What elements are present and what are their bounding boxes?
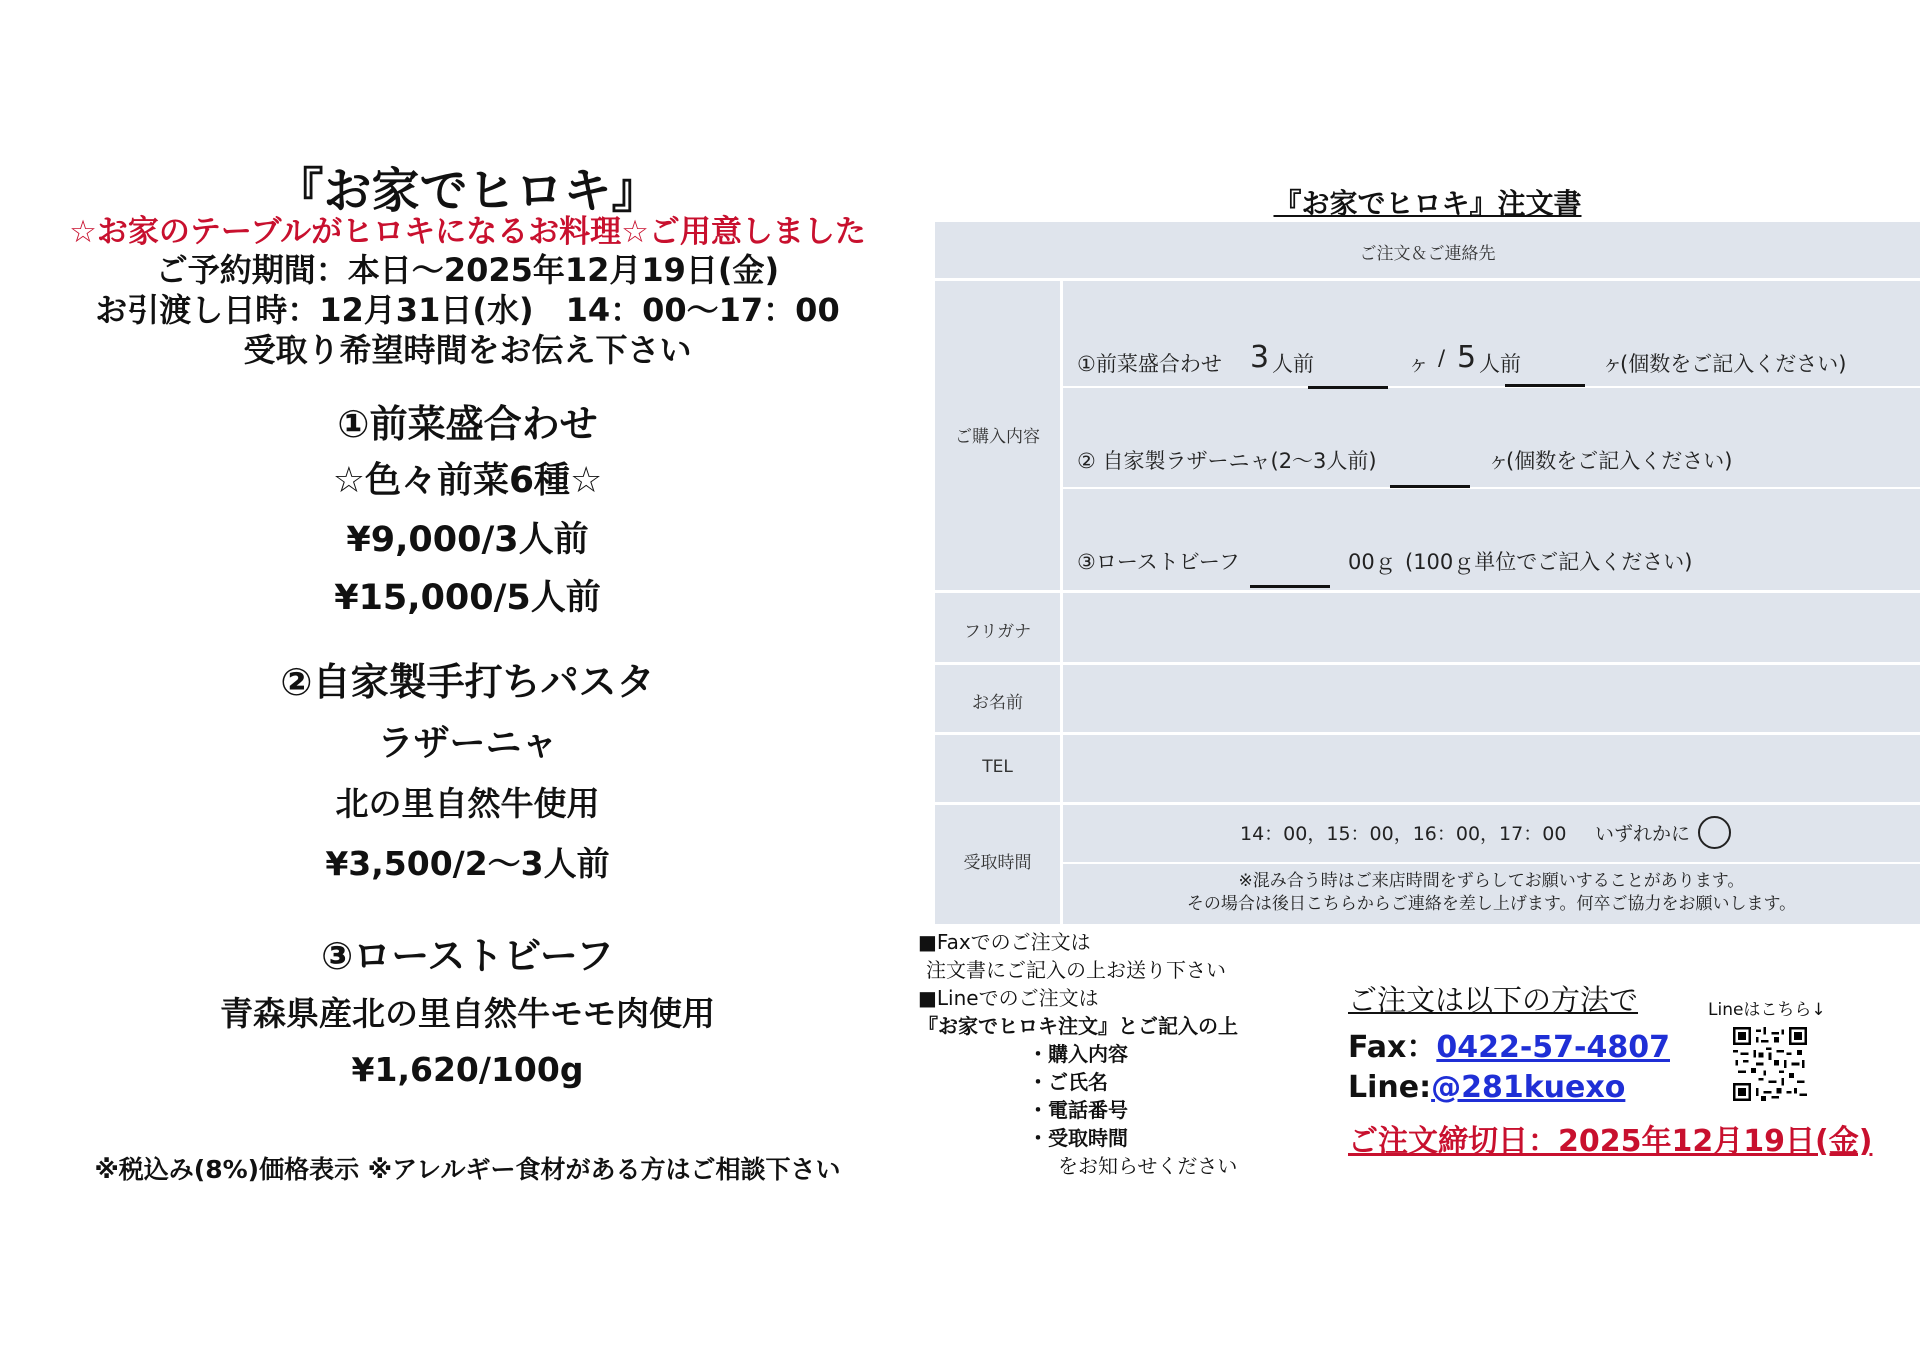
fax-instruction-body: 注文書にご記入の上お送り下さい	[926, 958, 1226, 982]
row1-opt1-unit: 人前	[1272, 352, 1314, 376]
list-item: ・受取時間	[1028, 1126, 1128, 1150]
pickup-choice-circle[interactable]	[1698, 816, 1731, 849]
pickup-label: 受取時間	[963, 853, 1032, 873]
row2-qty-blank[interactable]	[1390, 485, 1470, 488]
tel-field[interactable]	[1063, 735, 1920, 802]
item1-name: ①前菜盛合わせ	[337, 402, 598, 446]
row1-opt1-num: 3	[1250, 340, 1270, 375]
furigana-label: フリガナ	[963, 622, 1032, 642]
menu-flyer	[0, 0, 935, 1365]
row2-note: (個数をご記入ください)	[1506, 449, 1733, 473]
row1-opt2-unit: 人前	[1479, 352, 1521, 376]
row3-name: ③ローストビーフ	[1077, 550, 1240, 574]
row2-name: ② 自家製ラザーニャ(2～3人前)	[1077, 449, 1377, 473]
flyer-title: 『お家でヒロキ』	[275, 163, 660, 219]
reservation-period: ご予約期間：本日～2025年12月19日(金)	[155, 251, 780, 289]
line-qr-code-icon[interactable]	[1733, 1027, 1807, 1101]
row1-qty2-blank[interactable]	[1505, 384, 1585, 387]
line-label: Line:	[1348, 1070, 1432, 1105]
qr-caption: Lineはこちら↓	[1708, 1000, 1826, 1020]
pickup-note-1: ※混み合う時はご来店時間をずらしてお願いすることがあります。	[1238, 871, 1745, 891]
fax-line	[1348, 1022, 1670, 1066]
tax-allergy-footnote: ※税込み(8%)価格表示 ※アレルギー食材がある方はご相談下さい	[94, 1155, 841, 1184]
furigana-field[interactable]	[1063, 593, 1920, 662]
item3-price: ¥1,620/100g	[351, 1050, 584, 1089]
fax-instruction-head: ■Faxでのご注文は	[918, 930, 1091, 954]
line-id-row	[1348, 1070, 1625, 1105]
item1-price-3: ¥9,000/3人前	[346, 520, 589, 560]
tel-label: TEL	[982, 757, 1013, 777]
line-instruction-head: ■Lineでのご注文は	[918, 986, 1099, 1010]
row1-opt2-num: 5	[1457, 340, 1477, 375]
flyer-subtitle: ☆お家のテーブルがヒロキになるお料理☆ご用意しました	[69, 214, 866, 250]
item2-note: 北の里自然牛使用	[335, 784, 600, 823]
name-field[interactable]	[1063, 665, 1920, 732]
item2-price: ¥3,500/2～3人前	[325, 844, 610, 883]
purchase-label: ご購入内容	[955, 427, 1040, 447]
item3-name: ③ローストビーフ	[321, 934, 614, 978]
list-item: ・購入内容	[1028, 1042, 1128, 1066]
item1-price-5: ¥15,000/5人前	[334, 578, 601, 618]
row1-qty1-blank[interactable]	[1308, 386, 1388, 389]
row1-piece1: ヶ	[1408, 352, 1429, 376]
form-header: ご注文＆ご連絡先	[1359, 244, 1496, 264]
row3-qty-blank[interactable]	[1250, 585, 1330, 588]
pickup-times: 14：00，15：00，16：00，17：00	[1240, 823, 1567, 845]
name-label: お名前	[972, 693, 1023, 713]
item3-note: 青森県産北の里自然牛モモ肉使用	[220, 994, 715, 1033]
order-instructions	[918, 928, 1238, 1180]
delivery-datetime: お引渡し日時：12月31日(水) 14：00～17：00	[95, 291, 840, 329]
item2-desc: ラザーニャ	[377, 723, 558, 764]
required-info-list	[918, 1040, 1238, 1152]
pickup-note-2: その場合は後日こちらからご連絡を差し上げます。何卒ご協力をお願いします。	[1186, 894, 1797, 914]
pickup-choose-text: いずれかに	[1595, 823, 1691, 845]
row1-note: (個数をご記入ください)	[1620, 352, 1847, 376]
pickup-request: 受取り希望時間をお伝え下さい	[243, 331, 692, 369]
row3-unit: 00ｇ	[1348, 550, 1396, 574]
order-form-title: 『お家でヒロキ』注文書	[1273, 187, 1582, 220]
row3-note: (100ｇ単位でご記入ください)	[1405, 550, 1693, 574]
fax-number-link[interactable]: 0422-57-4807	[1436, 1030, 1670, 1065]
row1-name: ①前菜盛合わせ	[1077, 352, 1222, 376]
row1-piece2: ヶ	[1602, 352, 1623, 376]
closing-text: をお知らせください	[1058, 1154, 1238, 1178]
order-deadline: ご注文締切日：2025年12月19日(金)	[1348, 1124, 1873, 1159]
item1-desc: ☆色々前菜6種☆	[332, 460, 603, 501]
order-form-table	[935, 222, 1920, 924]
contact-heading: ご注文は以下の方法で	[1348, 983, 1639, 1017]
line-instruction-body: 『お家でヒロキ注文』とご記入の上	[918, 1014, 1238, 1038]
line-id-link[interactable]: @281kuexo	[1431, 1070, 1626, 1105]
fax-label: Fax：	[1348, 1030, 1437, 1065]
item2-name: ②自家製手打ちパスタ	[280, 660, 655, 704]
list-item: ・電話番号	[1028, 1098, 1128, 1122]
row1-separator: /	[1438, 346, 1446, 370]
row2-piece: ヶ	[1488, 449, 1509, 473]
list-item: ・ご氏名	[1028, 1070, 1108, 1094]
